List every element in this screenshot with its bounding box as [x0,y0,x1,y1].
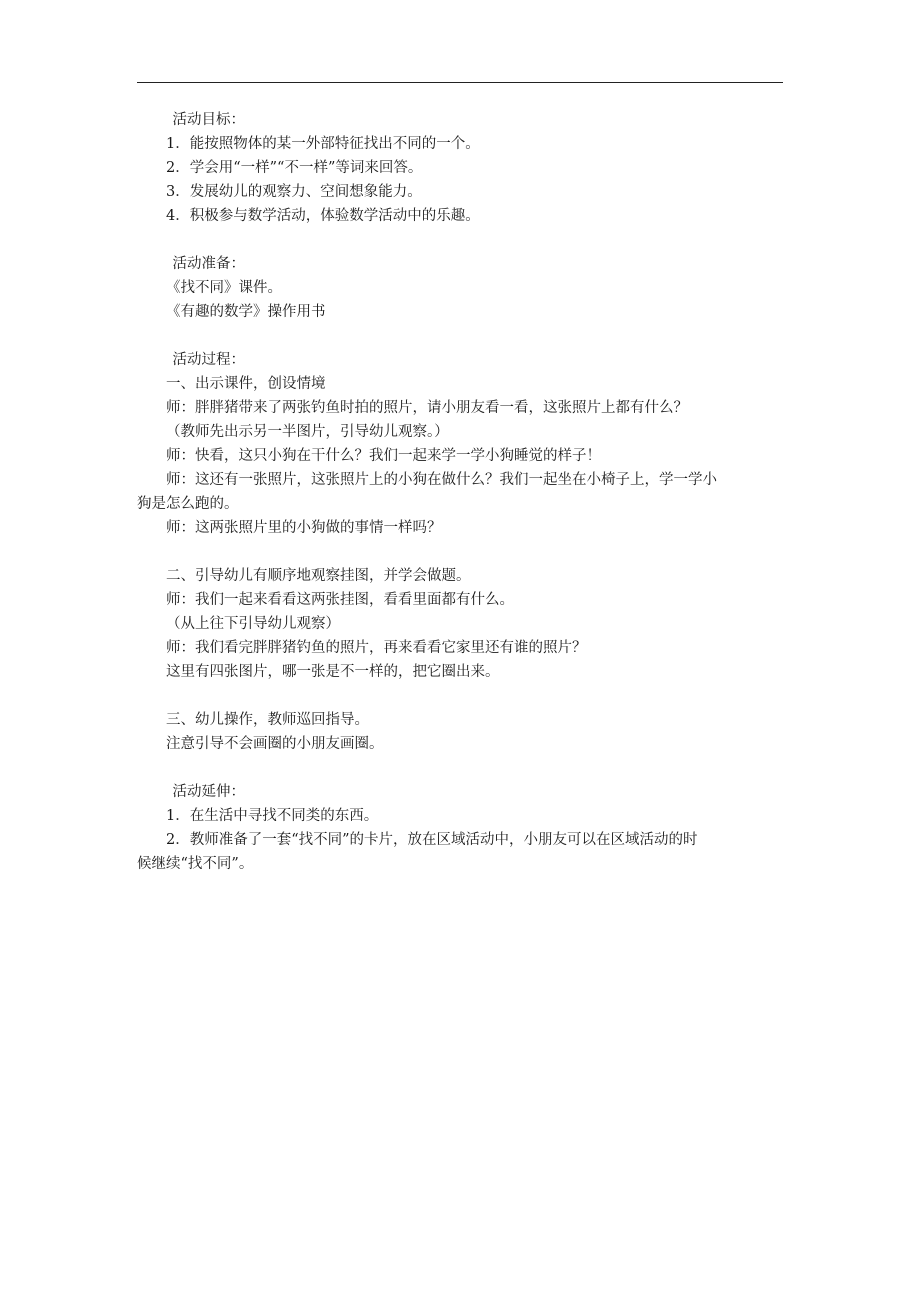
process-part-title: 一、出示课件，创设情境 [166,376,326,392]
extension-heading: 活动延伸： [172,784,246,800]
extension-item: 2．教师准备了一套“找不同”的卡片，放在区域活动中，小朋友可以在区域活动的时 [166,832,698,848]
preparation-item: 《有趣的数学》操作用书 [166,304,326,320]
preparation-item: 《找不同》课件。 [166,280,282,296]
process-line: 师：我们一起来看看这两张挂图，看看里面都有什么。 [166,592,514,608]
process-line: 师：这两张照片里的小狗做的事情一样吗？ [166,520,442,536]
goal-item: 3．发展幼儿的观察力、空间想象能力。 [166,184,422,200]
process-heading: 活动过程： [172,352,246,368]
process-part-title: 二、引导幼儿有顺序地观察挂图，并学会做题。 [166,568,471,584]
process-line: 师：这还有一张照片，这张照片上的小狗在做什么？我们一起坐在小椅子上，学一学小 [166,472,717,488]
process-line: 注意引导不会画圈的小朋友画圈。 [166,736,384,752]
process-part-title: 三、幼儿操作，教师巡回指导。 [166,712,369,728]
process-line: 师：快看，这只小狗在干什么？我们一起来学一学小狗睡觉的样子！ [166,448,601,464]
process-line: 师：胖胖猪带来了两张钓鱼时拍的照片，请小朋友看一看，这张照片上都有什么？ [166,400,688,416]
process-line: 狗是怎么跑的。 [137,496,239,512]
goals-heading: 活动目标： [172,112,246,128]
header-rule [137,82,783,83]
preparation-heading: 活动准备： [172,256,246,272]
goal-item: 1．能按照物体的某一外部特征找出不同的一个。 [166,136,480,152]
process-line: （从上往下引导幼儿观察） [166,616,340,632]
extension-item: 1．在生活中寻找不同类的东西。 [166,808,379,824]
document-body [137,108,783,876]
process-line: 师：我们看完胖胖猪钓鱼的照片，再来看看它家里还有谁的照片？ [166,640,587,656]
extension-item: 候继续“找不同”。 [137,856,254,872]
process-line: 这里有四张图片，哪一张是不一样的，把它圈出来。 [166,664,500,680]
goal-item: 2．学会用“一样”“不一样”等词来回答。 [166,160,423,176]
goal-item: 4．积极参与数学活动，体验数学活动中的乐趣。 [166,208,480,224]
process-line: （教师先出示另一半图片，引导幼儿观察。） [166,424,449,440]
